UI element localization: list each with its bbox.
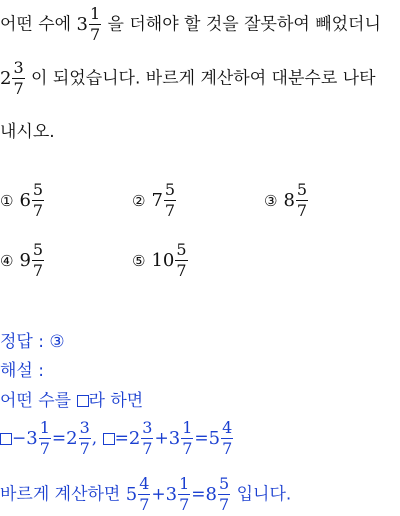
choice-2[interactable] [132,182,177,219]
mixed-whole: 2 [0,68,12,89]
problem-line-2 [0,60,376,97]
answer-value: ③ [49,332,65,352]
denominator: 7 [296,201,308,220]
choice-mark: ⑤ [132,251,146,270]
plus-sign: + [154,428,169,449]
mixed-whole: 6 [19,190,31,211]
choice-mark: ② [132,191,146,210]
mixed-whole: 10 [151,250,175,271]
explain-text: 입니다. [236,484,292,505]
fraction [89,6,101,43]
explain-text: 바르게 계산하면 [0,484,121,505]
unknown-box [77,395,89,407]
fraction [178,476,190,513]
denominator: 7 [176,261,187,280]
problem-text: 내시오. [0,122,55,142]
denominator: 7 [142,439,153,458]
mixed-whole: 8 [205,484,217,505]
mixed-whole: 2 [66,428,78,449]
denominator: 7 [164,201,176,220]
unknown-box [0,433,12,445]
denominator: 7 [32,261,44,280]
numerator: 4 [139,474,150,493]
numerator: 3 [142,418,153,437]
fraction [141,420,153,457]
fraction [175,242,187,279]
problem-line-3 [0,117,55,142]
mixed-whole: 8 [283,190,295,211]
plus-sign: + [151,484,166,505]
fraction [39,420,51,457]
comma: , [91,428,98,449]
numerator: 1 [39,418,50,437]
numerator: 5 [219,474,230,493]
fraction [138,476,150,513]
equals-sign: = [194,428,209,449]
fraction [181,420,193,457]
mixed-whole: 3 [76,14,88,35]
explain-line-3 [0,476,291,513]
denominator: 7 [89,25,101,44]
explain-line-2 [0,420,234,457]
numerator: 3 [13,58,24,77]
mixed-whole: 3 [26,428,38,449]
problem-line-1 [0,6,381,43]
choice-mark: ① [0,191,14,210]
mixed-whole: 3 [168,428,181,449]
equals-sign: = [114,428,129,449]
numerator: 4 [222,418,233,437]
explain-text: 라 하면 [88,391,144,411]
equals-sign: = [51,428,67,449]
fraction [164,182,176,219]
numerator: 5 [176,240,187,259]
answer-line [0,327,65,352]
problem-text: 이 되었습니다. 바르게 계산하여 대분수로 나타 [31,68,376,89]
denominator: 7 [39,439,50,458]
explain-label-text: 해설 : [0,361,44,381]
problem-text: 을 더해야 할 것을 잘못하여 빼었더니 [107,14,381,35]
denominator: 7 [219,495,230,514]
denominator: 7 [79,439,90,458]
denominator: 7 [179,495,190,514]
numerator: 5 [164,180,176,199]
answer-label: 정답 : [0,332,44,352]
mixed-whole: 3 [165,484,178,505]
numerator: 5 [296,180,308,199]
choice-mark: ③ [264,191,278,210]
denominator: 7 [139,495,150,514]
denominator: 7 [222,439,233,458]
choice-3[interactable] [264,182,309,219]
equals-sign: = [191,484,206,505]
explain-line-1 [0,386,143,411]
mixed-whole: 9 [19,250,31,271]
numerator: 5 [32,180,44,199]
numerator: 1 [179,474,190,493]
fraction [221,420,233,457]
choice-5[interactable] [132,242,189,279]
unknown-box [103,433,115,445]
denominator: 7 [13,79,24,98]
fraction [79,420,91,457]
numerator: 1 [89,4,101,23]
fraction [32,182,44,219]
mixed-whole: 5 [208,428,221,449]
explain-text: 어떤 수를 [0,391,72,411]
choice-mark: ④ [0,251,14,270]
fraction [218,476,230,513]
choice-1[interactable] [0,182,45,219]
numerator: 1 [182,418,193,437]
choice-4[interactable] [0,242,45,279]
numerator: 3 [79,418,90,437]
problem-text: 어떤 수에 [0,14,72,35]
mixed-whole: 7 [151,190,163,211]
mixed-whole: 5 [125,484,138,505]
numerator: 5 [32,240,44,259]
fraction [296,182,308,219]
denominator: 7 [32,201,44,220]
mixed-whole: 2 [128,428,141,449]
fraction [32,242,44,279]
fraction [12,60,24,97]
denominator: 7 [182,439,193,458]
explain-label [0,356,44,381]
minus-sign: − [12,428,27,449]
